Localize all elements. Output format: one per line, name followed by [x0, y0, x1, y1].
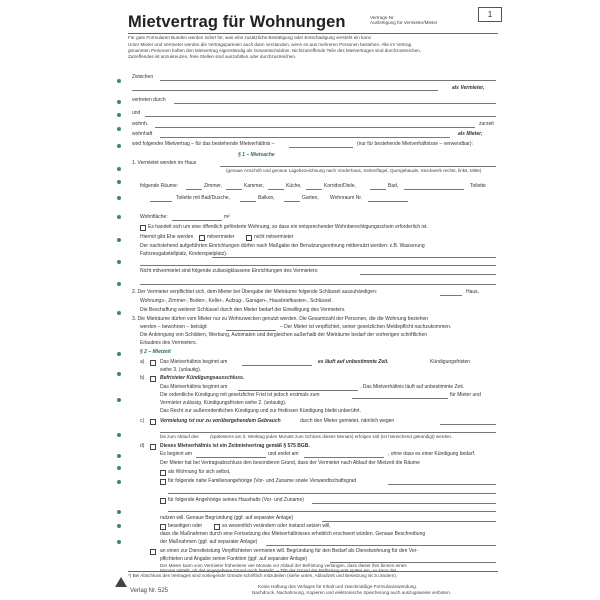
- s2-d-reason-text: Der Mieter hat bei Vertragsabschluss den besonderen Grund, dass der Vermieter nach Ablauf der Mietzeit die Räume: [160, 460, 420, 466]
- shared-facilities-line-2[interactable]: [140, 265, 496, 266]
- s2-c-until-text: bis zum Ablauf des: [160, 434, 199, 439]
- s2-c-checkbox[interactable]: [150, 419, 156, 425]
- service-checkbox[interactable]: [150, 549, 156, 555]
- remove-checkbox[interactable]: [160, 524, 166, 530]
- s2-b-heading: Befristeter Kündigungsausschluss.: [160, 375, 245, 381]
- s2-b-notice-right: für Mieter und: [450, 392, 481, 398]
- margin-dot: [117, 113, 121, 117]
- as-tenant-label: als Mieter,: [458, 131, 483, 137]
- margin-dot: [117, 433, 121, 437]
- landlord-address-line[interactable]: [132, 90, 438, 91]
- margin-dot: [117, 238, 121, 242]
- margin-dot: [117, 260, 121, 264]
- family-checkbox[interactable]: [160, 479, 166, 485]
- s2-d-end-line[interactable]: [304, 457, 384, 458]
- s2-b-start-date-line[interactable]: [238, 390, 358, 391]
- s1-rented-intro: 1. Vermietet werden im Haus: [132, 160, 197, 166]
- as-landlord-label: als Vermieter,: [452, 85, 485, 91]
- margin-dot: [117, 79, 121, 83]
- intro-line-1: Für gute Formularen Bunden werden sofort für, was eine zusätzliche Bestätigung oder Entschädigung versteht ein kann: [128, 35, 372, 40]
- rooms-prefix: folgende Räume:: [140, 183, 179, 189]
- family-line[interactable]: [388, 484, 496, 485]
- s2-a-see: siehe 3. (unlautig).: [160, 367, 202, 373]
- use-reason-line[interactable]: [322, 521, 496, 522]
- modify-label: so wesentlich verändern oder instand setzen will,: [222, 523, 331, 529]
- s2-d-label: d): [140, 443, 145, 449]
- wohnhaft-label: wohnhaft: [132, 131, 153, 137]
- bad-count-line[interactable]: [370, 189, 386, 190]
- remove-label: beseitigen oder: [168, 523, 203, 529]
- signs-text: Die Anbringung von Schildern, Werbung, Automaten und dergleichen außerhalb der Mieträume bedarf der vorherigen schriftlichen: [140, 332, 428, 338]
- own-use-label: als Wohnung für sich selbst,: [168, 469, 231, 475]
- s2-b-notice-text: Die ordentliche Kündigung mit gesetzlicher Frist ist jedoch erstmals zum: [160, 392, 320, 398]
- footnote: *) Bei Abschluss des Vertrages sind vorliegende Gründe schriftlich mitzuteilen (siehe unten, Ablaufzeit und Besetzung ist zu ändern).: [128, 573, 398, 578]
- shared-facilities-line[interactable]: [212, 257, 496, 258]
- haus-keys-line[interactable]: [440, 295, 462, 296]
- use-reason-text: nutzen will. Genaue Begründung (ggf. auf separater Anlage): [160, 515, 294, 521]
- family-line-2[interactable]: [168, 493, 496, 494]
- co-rented-label: mitvermieter: [207, 234, 235, 240]
- und-label: und: [132, 110, 141, 116]
- room-kammer: Kammer,: [244, 183, 265, 189]
- tenant-current-address-line[interactable]: [155, 127, 475, 128]
- s2-b-label: b): [140, 375, 145, 381]
- s2-a-notice-label: Kündigungsfristen: [430, 359, 471, 365]
- extra-keys-text: Die Beschaffung weiterer Schlüssel durch den Mieter bedarf der Einwilligung des Vermieters.: [140, 307, 346, 313]
- co-rented-checkbox[interactable]: [199, 235, 205, 241]
- margin-dot: [117, 510, 121, 514]
- margin-dot: [117, 540, 121, 544]
- tenant-name-line[interactable]: [145, 116, 496, 117]
- title-rule: [128, 33, 498, 34]
- margin-dot: [117, 282, 121, 286]
- info-text-1: Der Mieter kann vom Vermieter frühestens vier Monate vor Ablauf der Befristung verlangen, dass dieser ihm binnen eines: [160, 563, 407, 568]
- info-text-2: Monats mitteilt, ob der angegebene Grund noch besteht. – Tritt der Grund der Befristung erst später ein, so kann der: [160, 568, 397, 573]
- shared-facilities-text: Der nachstehend aufgeführten Einrichtungen dürfen nach Maßgabe der Benutzungsordnung mitbenutzt werden: z.B. Wasserung: [140, 243, 425, 249]
- family-label: für folgende nahe Familienangehörige (Vor- und Zuname sowie Verwandtschaftsgrad: [168, 478, 357, 484]
- s2-c-right-text: durch den Mieter gemietet, nämlich wegen: [300, 418, 395, 424]
- footer-rule: [128, 571, 498, 572]
- section-1-heading: § 1 – Mietsache: [238, 152, 275, 158]
- margin-dot: [117, 215, 121, 219]
- s2-d-start-text: Es beginnt am: [160, 451, 192, 457]
- margin-dot: [117, 524, 121, 528]
- persons-count-line[interactable]: [226, 330, 276, 331]
- storage-text: Hiermit gibt Ehe werden: [140, 234, 194, 240]
- balkon-count-line[interactable]: [240, 201, 256, 202]
- garten-count-line[interactable]: [284, 201, 300, 202]
- room-toilette: Toilette: [470, 183, 486, 189]
- page-title: Mietvertrag für Wohnungen: [128, 13, 346, 31]
- margin-dot: [117, 311, 121, 315]
- s2-d-start-line[interactable]: [196, 457, 266, 458]
- subsidized-checkbox[interactable]: [140, 225, 146, 231]
- use-text: 3. Die Mieträume dürfen vom Mieter nur zu Wohnzwecken genutzt werden. Die Gesamtzahl der Personen, die die Wohnung beziehen: [132, 316, 429, 322]
- household-line-2[interactable]: [168, 511, 496, 512]
- signs-text-2: Erlaubnis des Vermieters.: [140, 340, 197, 346]
- s2-a-unlimited-text: es läuft auf unbestimmte Zeit.: [318, 359, 389, 365]
- wohnraum-number-line[interactable]: [368, 201, 408, 202]
- s2-d-end-text: und endet am: [268, 451, 299, 457]
- s2-c-reason-line-2[interactable]: [160, 432, 496, 433]
- margin-dot: [117, 196, 121, 200]
- s2-d-right-text: , ohne dass es einer Kündigung bedarf.: [388, 451, 476, 457]
- footer-copyright-text: Nachdruck, Nachahmung, Kopieren und elektronische Speicherung auch auszugsweise verboten.: [252, 590, 451, 595]
- rooms-count-line[interactable]: [186, 189, 202, 190]
- m2-unit: m²: [224, 214, 230, 220]
- agreement-text: wird folgender Mietvertrag – für das bestehende Mietverhältnis –: [132, 141, 275, 147]
- wohnflaeche-label: Wohnfläche:: [140, 214, 168, 220]
- room-zimmer: Zimmer,: [204, 183, 223, 189]
- s2-b-first-notice-line[interactable]: [352, 398, 448, 399]
- agreement-date-line[interactable]: [289, 147, 353, 148]
- wohnflaeche-line[interactable]: [172, 220, 222, 221]
- intro-line-3: genannten Personen haften den Mietvertrag eigenständig als Gesamtschuldner. Nichtzutreffende Teile des Mietvertrages sind durchzustreichen.: [128, 48, 421, 53]
- household-label: für folgende Angehörige seines Haushalts (Vor- und Zuname): [168, 497, 304, 503]
- s2-b-start-text: Das Mietverhältnis beginnt am: [160, 384, 228, 390]
- copy-label: Ausfertigung für Vermieter/Mieter: [370, 20, 438, 26]
- own-use-checkbox[interactable]: [160, 470, 166, 476]
- s2-b-unlimited-text: . Das Mietverhältnis läuft auf unbestimmte Zeit.: [360, 384, 465, 390]
- not-co-rented-checkbox[interactable]: [246, 235, 252, 241]
- margin-dot: [117, 466, 121, 470]
- s2-c-text: Vermietung ist nur zu vorübergehendem Gebrauch: [160, 418, 281, 424]
- contract-number-label: Vertrags-Nr.: [370, 15, 395, 20]
- margin-dot: [117, 480, 121, 484]
- margin-dot: [117, 352, 121, 356]
- keys-text: 2. Der Vermieter verpflichtet sich, dem Mieter bei Übergabe der Mieträume folgende Schlüssel auszuhändigen:: [132, 289, 378, 295]
- registration-text: – Der Mieter ist verpflichtet, seiner gesetzlichen Meldepflicht nachzukommen.: [280, 324, 452, 330]
- s2-a-label: a): [140, 359, 145, 365]
- page-number-box: 1: [478, 7, 502, 22]
- s2-c-label: c): [140, 418, 145, 424]
- kueche-count-line[interactable]: [268, 189, 284, 190]
- landlord-name-line[interactable]: [160, 80, 496, 81]
- s2-d-checkbox[interactable]: [150, 444, 156, 450]
- measures-text: dass die Maßnahmen durch eine Fortsetzung des Mietverhältnisses erheblich erschwert würden. Genaue Beschreibung: [160, 531, 426, 537]
- margin-dot: [117, 127, 121, 131]
- s2-a-checkbox[interactable]: [150, 360, 156, 366]
- s2-c-reason-line[interactable]: [440, 424, 496, 425]
- s2-b-checkbox[interactable]: [150, 376, 156, 382]
- korridor-count-line[interactable]: [306, 189, 322, 190]
- represented-by-line[interactable]: [174, 103, 496, 104]
- publisher-logo-icon: [115, 577, 127, 587]
- s1-house-address-line[interactable]: [220, 166, 496, 167]
- margin-dot: [117, 398, 121, 402]
- represented-label: vertreten durch: [132, 97, 166, 103]
- s2-a-start-date-line[interactable]: [242, 365, 312, 366]
- zwischen-label: Zwischen: [132, 74, 154, 80]
- room-wc-bath: Toilette mit Bad/Dusche,: [176, 195, 230, 201]
- section-2-heading: § 2 – Mietzeit: [140, 349, 171, 355]
- persons-text: werden – bewohnen – beträgt:: [140, 324, 208, 330]
- not-rented-line-2[interactable]: [140, 284, 496, 285]
- margin-dot: [117, 100, 121, 104]
- room-balkon: Balkon,: [258, 195, 275, 201]
- room-garten: Garten,: [302, 195, 319, 201]
- haus-keys-label: Haus,: [466, 289, 480, 295]
- not-rented-text: Nicht mitvermietet sind folgende zulässigklassene Einrichtungen des Vermieters:: [140, 268, 319, 274]
- measures-line[interactable]: [266, 545, 496, 546]
- keys-list-text: Wohnungs-, Zimmer-, Boden-, Keller-, Aufzug-, Garagen-, Hausbriefkasten-, Schlüssel.: [140, 298, 333, 304]
- household-checkbox[interactable]: [160, 498, 166, 504]
- wohnh-label: wohnh.: [132, 121, 149, 127]
- margin-dot: [117, 167, 121, 171]
- publisher-label: Verlag Nr. 525: [130, 588, 169, 594]
- tenant-address-line[interactable]: [160, 137, 450, 138]
- measures-text-2: der Maßnahmen (ggf. auf separater Anlage): [160, 539, 258, 545]
- shared-facilities-text-2: Fahrzeugabstellplatz, Kinderspielplatz).: [140, 251, 228, 257]
- s1-address-hint: (genaue Anschrift und genaue Lagebezeichnung nach Vorderhaus, Seitenflügel, Quergebäude, Stockwerk rechts, links, Mitte): [226, 168, 482, 173]
- wc-bath-count-line[interactable]: [150, 201, 172, 202]
- subsidized-text: Es handelt sich um eine öffentlich geförderte Wohnung, so dass ein entsprechender Wohnberechtigungsschein erforderlich ist.: [148, 224, 428, 230]
- s2-b-right-text: Das Recht zur außerordentlichen Kündigung und zur fristlosen Kündigung bleibt unberührt.: [160, 408, 361, 414]
- margin-dot: [117, 372, 121, 376]
- service-text: an einen zur Dienstleistung Verpflichteten vermieten will. Begründung für den Bedarf als Dienstwohnung für den Ver-: [160, 548, 418, 554]
- s2-d-heading: Dieses Mietverhältnis ist ein Zeitmietvertrag gemäß § 575 BGB.: [160, 443, 310, 449]
- zurzeit-label: zurzeit: [479, 121, 494, 127]
- service-text-2: pflichteten und Angabe seiner Funktion (ggf. auf separater Anlage): [160, 556, 308, 562]
- household-line[interactable]: [312, 503, 496, 504]
- not-co-rented-label: nicht mitvermieter: [254, 234, 294, 240]
- room-wohnraum: Wohnraum Nr.: [330, 195, 363, 201]
- s2-c-until-right: (spätestens am 3. Werktag jeden Monats zum Schluss dieses Monats) erfolgen soll (ist hinreichend gekündigt) werden.: [210, 434, 453, 439]
- s2-a-text: Das Mietverhältnis beginnt am: [160, 359, 228, 365]
- s2-b-permitted-text: Vermieter zulässig. Kündigungsfristen siehe 2. (unlautig).: [160, 400, 287, 406]
- toilette-count-line[interactable]: [404, 189, 464, 190]
- header-meta: [370, 15, 437, 26]
- margin-dot: [117, 144, 121, 148]
- room-kueche: Küche,: [286, 183, 302, 189]
- intro-line-2: Unter Mieter und Vermieter werden die Vertragsparteien auch dann verstanden, wenn es aus mehreren Personen bestehen. Alle im Vertrag: [128, 42, 412, 47]
- margin-dot: [117, 180, 121, 184]
- footer-liability-text: Keine Haftung des Verlages für Inhalt und zweckmäßige Formularanwendung.: [258, 584, 418, 589]
- margin-dot: [117, 454, 121, 458]
- intro-line-4: Zutreffendes ist anzukreuzen, freie Stellen sind auszufüllen oder durchzustreichen.: [128, 54, 297, 59]
- modify-checkbox[interactable]: [214, 524, 220, 530]
- room-bad: Bad,: [388, 183, 399, 189]
- kammer-count-line[interactable]: [226, 189, 242, 190]
- room-korridor: Korridor/Diele,: [324, 183, 356, 189]
- agreement-end-text: (nur für bestehende Mietverhältnisse – verwendbar):: [357, 141, 473, 147]
- not-rented-line[interactable]: [360, 274, 496, 275]
